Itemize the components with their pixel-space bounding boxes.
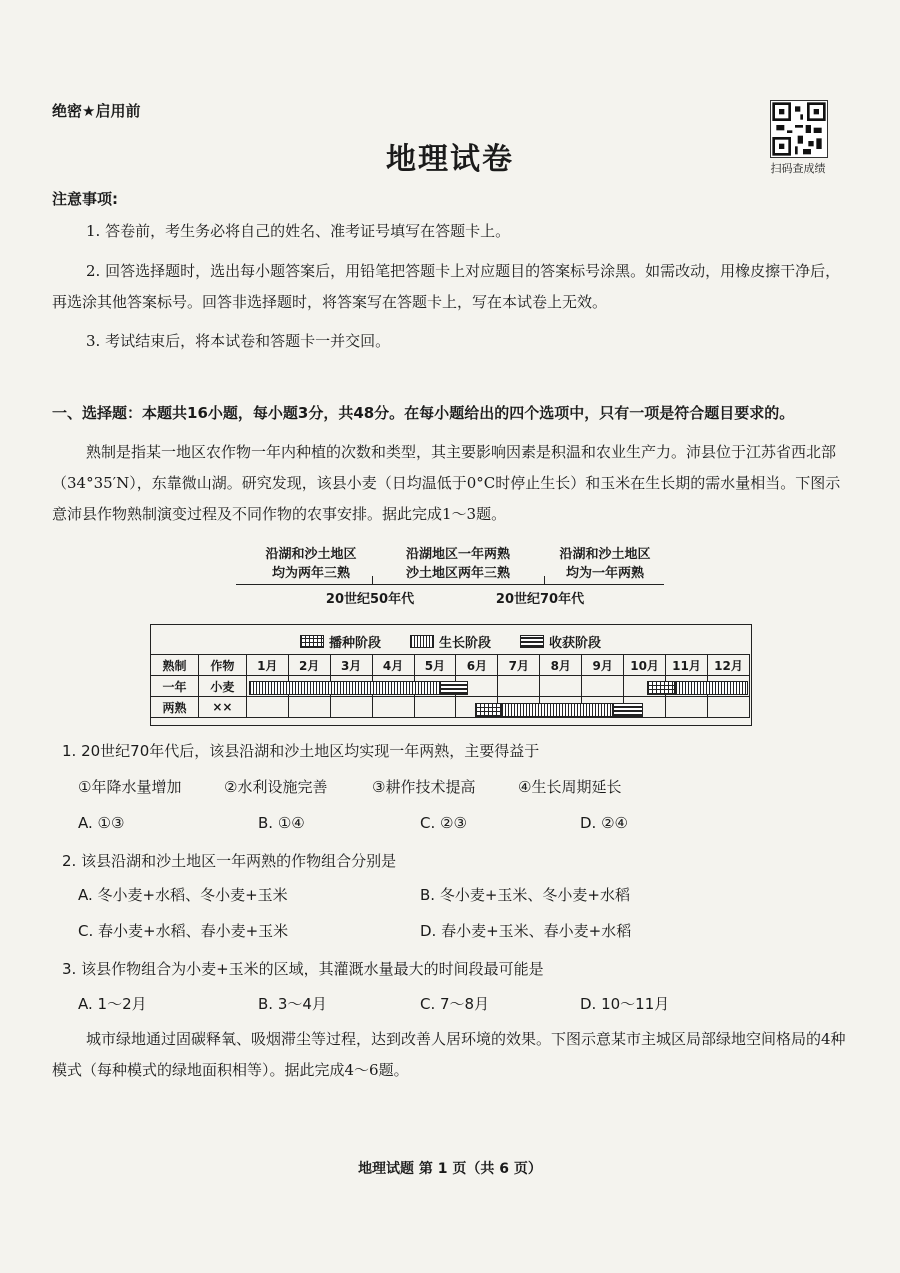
sow-swatch [300, 635, 324, 648]
timeline-tick [372, 576, 373, 585]
wheat-sow-bar [647, 681, 675, 695]
evolution-stage-3: 沿湖和沙土地区 均为一年两熟 [559, 547, 651, 581]
question-1-stem: 1. 20世纪70年代后，该县沿湖和沙土地区均实现一年两熟，主要得益于 [62, 742, 540, 760]
intro-passage: 熟制是指某一地区农作物一年内种植的次数和类型，其主要影响因素是积温和农业生产力。沛县位于江苏省西北部（34°35′N），东靠微山湖。研究发现，该县小麦（日均温低于0°C时停止生长）和玉米在生长期的需水量相当。下图示意沛县作物熟制演变过程及不同作物的农事安排。据此完成1～3题。 [52, 443, 841, 523]
passage-2: 城市绿地通过固碳释氧、吸烟滞尘等过程，达到改善人居环境的效果。下图示意某市主城区局部绿地空间格局的4种模式（每种模式的绿地面积相等）。据此完成4～6题。 [52, 1030, 846, 1079]
header-cell: 11月 [666, 655, 708, 676]
header-cell: 2月 [288, 655, 330, 676]
factor-2: ②水利设施完善 [224, 778, 328, 796]
q1-option-c[interactable]: C. ②③ [420, 814, 467, 832]
q1-option-a[interactable]: A. ①③ [78, 814, 125, 832]
evolution-stage-2: 沿湖地区一年两熟 沙土地区两年三熟 [405, 547, 510, 581]
era-label-1970s: 20世纪70年代 [495, 592, 585, 607]
q3-option-b[interactable]: B. 3～4月 [258, 995, 327, 1013]
crop-cell: 小麦 [198, 676, 246, 697]
header-cell: 10月 [624, 655, 666, 676]
q3-option-d[interactable]: D. 10～11月 [580, 995, 670, 1013]
legend-grow: 生长阶段 [410, 632, 491, 651]
header-cell: 1月 [246, 655, 288, 676]
q3-option-c[interactable]: C. 7～8月 [420, 995, 490, 1013]
table-row [151, 697, 750, 718]
header-cell: 12月 [708, 655, 750, 676]
notice-heading: 注意事项: [52, 190, 118, 208]
crop2-growth-bar [501, 703, 613, 717]
page-footer: 地理试题 第 1 页（共 6 页） [358, 1161, 542, 1177]
factor-1: ①年降水量增加 [78, 778, 182, 796]
qr-code-icon[interactable] [770, 100, 828, 158]
notice-item-1: 1. 答卷前，考生务必将自己的姓名、准考证号填写在答题卡上。 [86, 222, 511, 240]
section-heading: 一、选择题：本题共16小题，每小题3分，共48分。在每小题给出的四个选项中，只有一项是符合题目要求的。 [52, 404, 795, 422]
factor-4: ④生长周期延长 [518, 778, 622, 796]
crop2-sow-bar [475, 703, 501, 717]
system-cell: 一年 [151, 676, 199, 697]
era-label-1950s: 20世纪50年代 [325, 592, 415, 607]
question-3-stem: 3. 该县作物组合为小麦+玉米的区域，其灌溉水量最大的时间段最可能是 [62, 960, 544, 978]
system-cell: 两熟 [151, 697, 199, 718]
header-cell: 9月 [582, 655, 624, 676]
q2-option-b[interactable]: B. 冬小麦+玉米、冬小麦+水稻 [420, 886, 630, 904]
q1-option-b[interactable]: B. ①④ [258, 814, 305, 832]
header-cell: 8月 [540, 655, 582, 676]
q2-option-c[interactable]: C. 春小麦+水稻、春小麦+玉米 [78, 922, 289, 940]
header-cell: 4月 [372, 655, 414, 676]
header-cell: 7月 [498, 655, 540, 676]
notice-item-2: 2. 回答选择题时，选出每小题答案后，用铅笔把答题卡上对应题目的答案标号涂黑。如需改动，用橡皮擦干净后，再选涂其他答案标号。回答非选择题时，将答案写在答题卡上，写在本试卷上无效。 [52, 262, 841, 311]
q1-option-d[interactable]: D. ②④ [580, 814, 628, 832]
table-header-row [151, 655, 750, 676]
legend-sow: 播种阶段 [300, 632, 381, 651]
confidential-label: 绝密★启用前 [52, 102, 141, 120]
evolution-stage-1: 沿湖和沙土地区 均为两年三熟 [265, 547, 357, 581]
page-title: 地理试卷 [386, 142, 514, 177]
header-cell: 6月 [456, 655, 498, 676]
q2-option-a[interactable]: A. 冬小麦+水稻、冬小麦+玉米 [78, 886, 288, 904]
timeline-tick [544, 576, 545, 585]
crop2-harvest-bar [613, 703, 643, 717]
q2-option-d[interactable]: D. 春小麦+玉米、春小麦+水稻 [420, 922, 632, 940]
header-cell: 5月 [414, 655, 456, 676]
factor-3: ③耕作技术提高 [372, 778, 476, 796]
wheat-growth-bar [249, 681, 440, 695]
q3-option-a[interactable]: A. 1～2月 [78, 995, 147, 1013]
wheat-harvest-bar [440, 681, 468, 695]
notice-item-3: 3. 考试结束后，将本试卷和答题卡一并交回。 [86, 332, 391, 350]
grow-swatch [410, 635, 434, 648]
harvest-swatch [520, 635, 544, 648]
legend-harvest: 收获阶段 [520, 632, 601, 651]
question-2-stem: 2. 该县沿湖和沙土地区一年两熟的作物组合分别是 [62, 852, 397, 870]
header-cell: 3月 [330, 655, 372, 676]
qr-label: 扫码查成绩 [770, 162, 826, 175]
crop-cell: ×× [198, 697, 246, 718]
wheat-growth-bar-late [675, 681, 748, 695]
evolution-timeline [236, 584, 664, 585]
header-cell: 作物 [198, 655, 246, 676]
header-cell: 熟制 [151, 655, 199, 676]
